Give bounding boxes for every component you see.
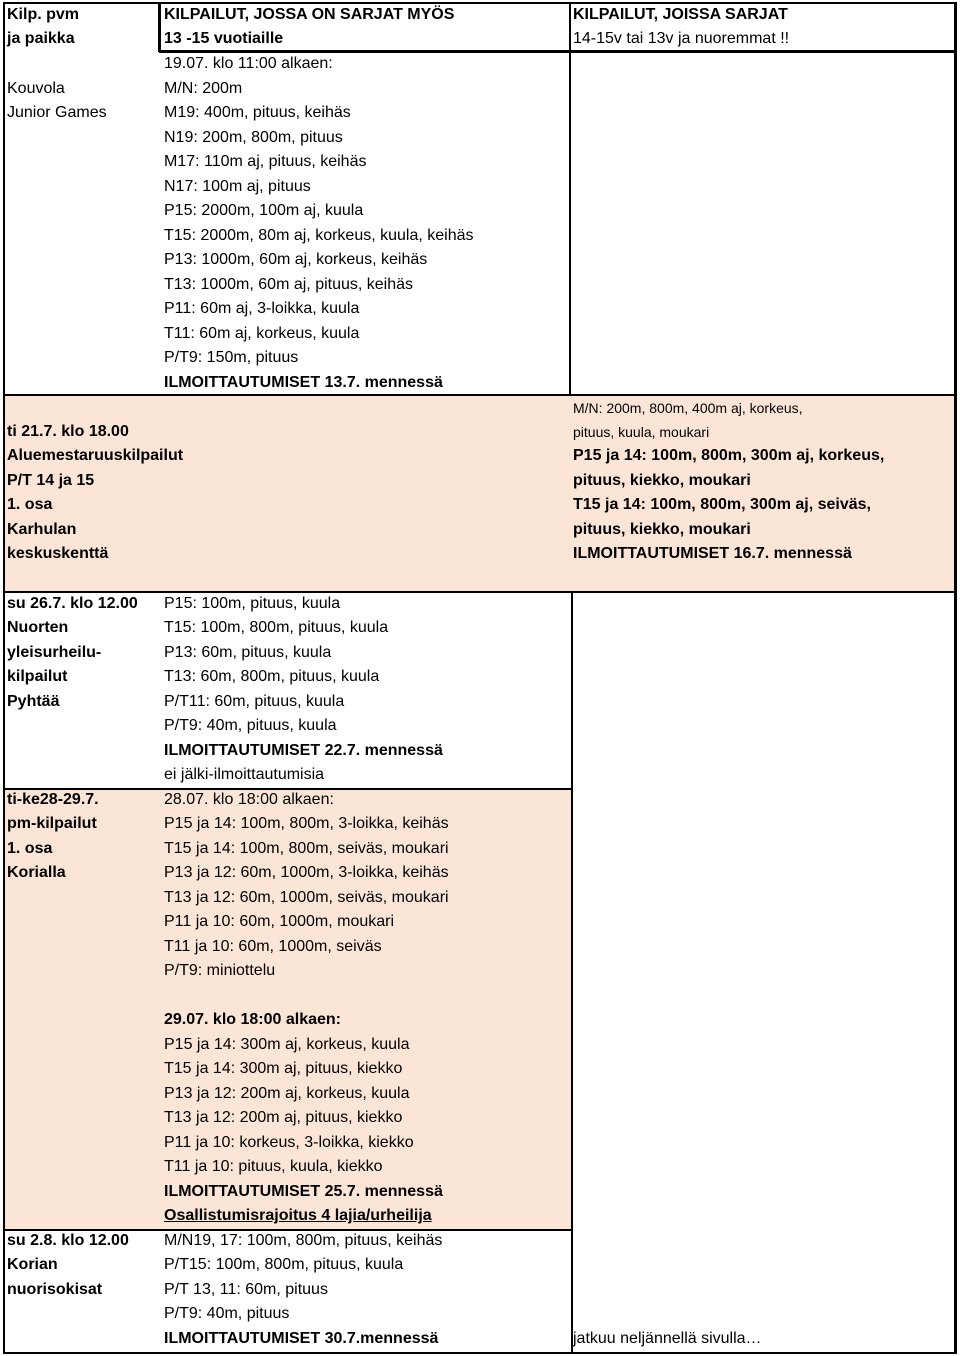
row1-middle-line: T11: 60m aj, korkeus, kuula — [164, 325, 360, 342]
grid-line-row3-bottom — [3, 788, 572, 790]
row4-middle-line: 29.07. klo 18:00 alkaen: — [164, 1011, 341, 1028]
row1-middle-line: P/T9: 150m, pituus — [164, 349, 299, 366]
grid-line-row4-bottom — [3, 1229, 572, 1231]
row4-left-line: 1. osa — [7, 840, 53, 857]
grid-line-left — [3, 2, 5, 1354]
row3-middle-line: ILMOITTAUTUMISET 22.7. mennessä — [164, 742, 443, 759]
row3-left-line: yleisurheilu- — [7, 644, 102, 661]
row4-middle-line: P11 ja 10: korkeus, 3-loikka, kiekko — [164, 1134, 414, 1151]
row3-middle-line: P15: 100m, pituus, kuula — [164, 595, 341, 612]
row5-right-line: jatkuu neljännellä sivulla… — [573, 1330, 762, 1347]
header-col1-line2: ja paikka — [7, 30, 75, 47]
row5-middle-line: M/N19, 17: 100m, 800m, pituus, keihäs — [164, 1232, 443, 1249]
row4-middle-line: ILMOITTAUTUMISET 25.7. mennessä — [164, 1183, 443, 1200]
row3-middle-line: P/T11: 60m, pituus, kuula — [164, 693, 345, 710]
row5-left-line: Korian — [7, 1256, 58, 1273]
row1-middle-line: M17: 110m aj, pituus, keihäs — [164, 153, 367, 170]
header-col1-line1: Kilp. pvm — [7, 6, 80, 23]
row5-middle-line: P/T 13, 11: 60m, pituus — [164, 1281, 328, 1298]
row3-middle-line: T15: 100m, 800m, pituus, kuula — [164, 619, 389, 636]
header-col3-line1: KILPAILUT, JOISSA SARJAT — [573, 6, 788, 23]
grid-line-header-bottom — [159, 50, 957, 53]
row4-middle-line: T13 ja 12: 200m aj, pituus, kiekko — [164, 1109, 403, 1126]
row1-middle-line: M/N: 200m — [164, 80, 243, 97]
grid-line-row1-bottom — [3, 394, 957, 396]
row2-right-line: pituus, kuula, moukari — [573, 424, 710, 440]
row2-left-line: keskuskenttä — [7, 545, 109, 562]
header-col3-line2: 14-15v tai 13v ja nuoremmat !! — [573, 30, 790, 47]
grid-line-col1-right-header — [158, 2, 161, 52]
grid-line-bottom — [3, 1352, 957, 1354]
row1-middle-line: ILMOITTAUTUMISET 13.7. mennessä — [164, 374, 443, 391]
row1-middle-line: P15: 2000m, 100m aj, kuula — [164, 202, 364, 219]
row2-left-line: Aluemestaruuskilpailut — [7, 447, 184, 464]
row4-middle-line: T11 ja 10: pituus, kuula, kiekko — [164, 1158, 383, 1175]
grid-line-col2-right-lower — [571, 591, 573, 1354]
header-col2-line2: 13 -15 vuotiaille — [164, 30, 284, 47]
row4-middle-line: P15 ja 14: 100m, 800m, 3-loikka, keihäs — [164, 815, 449, 832]
grid-line-row2-bottom — [3, 591, 957, 593]
row4-middle-line: T11 ja 10: 60m, 1000m, seiväs — [164, 938, 382, 955]
row3-middle-line: T13: 60m, 800m, pituus, kuula — [164, 668, 380, 685]
row1-left-line: Kouvola — [7, 80, 65, 97]
row1-left-line: Junior Games — [7, 104, 107, 121]
row2-right-line: M/N: 200m, 800m, 400m aj, korkeus, — [573, 400, 803, 416]
row2-right-line: P15 ja 14: 100m, 800m, 300m aj, korkeus, — [573, 447, 885, 464]
row4-middle-line: T15 ja 14: 100m, 800m, seiväs, moukari — [164, 840, 449, 857]
row3-left-line: kilpailut — [7, 668, 68, 685]
row4-middle-line: P/T9: miniottelu — [164, 962, 276, 979]
row5-left-line: nuorisokisat — [7, 1281, 103, 1298]
row2-left-line: ti 21.7. klo 18.00 — [7, 423, 129, 440]
row4-middle-line: P13 ja 12: 200m aj, korkeus, kuula — [164, 1085, 410, 1102]
row1-middle-line: 19.07. klo 11:00 alkaen: — [164, 55, 333, 72]
row3-left-line: Nuorten — [7, 619, 69, 636]
row5-middle-line: P/T15: 100m, 800m, pituus, kuula — [164, 1256, 404, 1273]
row2-right-line: T15 ja 14: 100m, 800m, 300m aj, seiväs, — [573, 496, 871, 513]
row5-middle-line: ILMOITTAUTUMISET 30.7.mennessä — [164, 1330, 439, 1347]
row4-middle-line: T13 ja 12: 60m, 1000m, seiväs, moukari — [164, 889, 449, 906]
row4-left-line: pm-kilpailut — [7, 815, 97, 832]
row5-left-line: su 2.8. klo 12.00 — [7, 1232, 129, 1249]
row1-middle-line: M19: 400m, pituus, keihäs — [164, 104, 351, 121]
row2-left-line: P/T 14 ja 15 — [7, 472, 95, 489]
row1-middle-line: N17: 100m aj, pituus — [164, 178, 311, 195]
row4-middle-line: 28.07. klo 18:00 alkaen: — [164, 791, 334, 808]
row4-middle-line: P11 ja 10: 60m, 1000m, moukari — [164, 913, 395, 930]
row4-middle-line: P13 ja 12: 60m, 1000m, 3-loikka, keihäs — [164, 864, 449, 881]
row1-middle-line: T15: 2000m, 80m aj, korkeus, kuula, keihäs — [164, 227, 474, 244]
row4-middle-line: T15 ja 14: 300m aj, pituus, kiekko — [164, 1060, 403, 1077]
row5-middle-line: P/T9: 40m, pituus — [164, 1305, 290, 1322]
grid-line-top — [3, 2, 957, 4]
row2-right-line: pituus, kiekko, moukari — [573, 472, 751, 489]
row2-left-line: Karhulan — [7, 521, 77, 538]
row4-left-line: ti-ke28-29.7. — [7, 791, 99, 808]
row1-middle-line: N19: 200m, 800m, pituus — [164, 129, 343, 146]
row2-right-line: pituus, kiekko, moukari — [573, 521, 751, 538]
row4-middle-line: Osallistumisrajoitus 4 lajia/urheilija — [164, 1207, 432, 1224]
row3-left-line: su 26.7. klo 12.00 — [7, 595, 138, 612]
grid-line-col2-right — [569, 2, 571, 395]
row3-middle-line: ei jälki-ilmoittautumisia — [164, 766, 325, 783]
row4-middle-line: P15 ja 14: 300m aj, korkeus, kuula — [164, 1036, 410, 1053]
row1-middle-line: P11: 60m aj, 3-loikka, kuula — [164, 300, 360, 317]
row4-left-line: Korialla — [7, 864, 66, 881]
row1-middle-line: P13: 1000m, 60m aj, korkeus, keihäs — [164, 251, 428, 268]
row3-middle-line: P/T9: 40m, pituus, kuula — [164, 717, 337, 734]
row3-middle-line: P13: 60m, pituus, kuula — [164, 644, 332, 661]
row3-left-line: Pyhtää — [7, 693, 60, 710]
row1-middle-line: T13: 1000m, 60m aj, pituus, keihäs — [164, 276, 414, 293]
header-col2-line1: KILPAILUT, JOSSA ON SARJAT MYÖS — [164, 6, 455, 23]
grid-line-right — [954, 2, 957, 1354]
row2-right-line: ILMOITTAUTUMISET 16.7. mennessä — [573, 545, 852, 562]
row2-left-line: 1. osa — [7, 496, 53, 513]
